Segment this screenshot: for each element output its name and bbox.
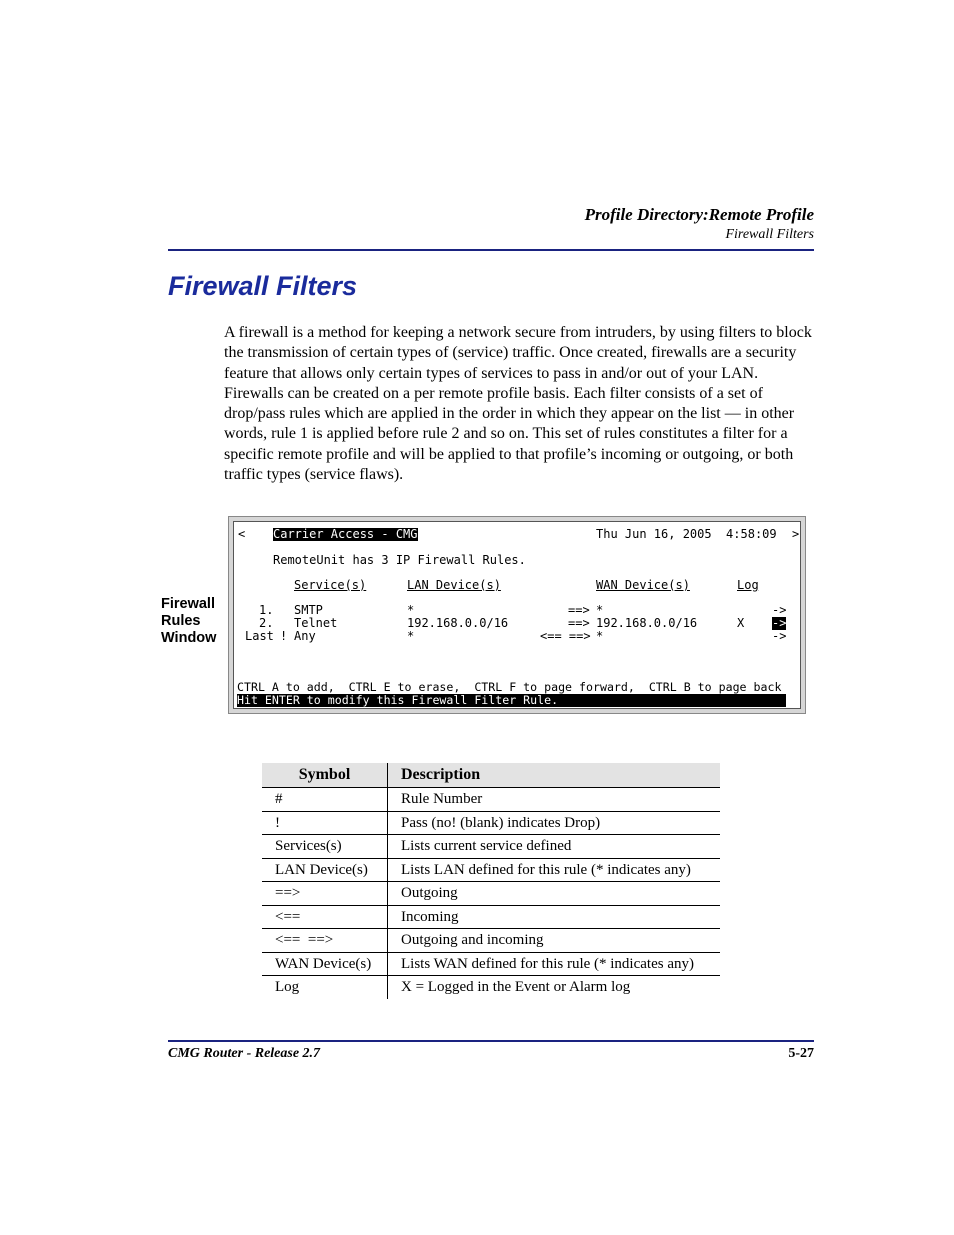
selected-row-arrow-icon[interactable]: ->	[772, 616, 787, 630]
rule-direction: <== ==>	[540, 629, 591, 643]
nav-back[interactable]: <	[238, 527, 246, 541]
rule-number[interactable]: Last	[245, 629, 274, 643]
rule-log: X	[737, 616, 745, 630]
running-head-subtitle: Firewall Filters	[725, 227, 814, 242]
app-title: Carrier Access - CMG	[273, 527, 418, 541]
symbol-cell: Log	[262, 976, 388, 999]
column-log: Log	[737, 578, 759, 592]
table-row	[262, 788, 720, 812]
rule-number[interactable]: 1.	[259, 603, 274, 617]
figure-caption: Firewall Rules Window	[161, 596, 217, 646]
rule-wan-device: 192.168.0.0/16	[596, 616, 698, 630]
column-wan-device: WAN Device(s)	[596, 578, 690, 592]
rule-lan-device: 192.168.0.0/16	[407, 616, 509, 630]
column-lan-device: LAN Device(s)	[407, 578, 501, 592]
description-cell: Lists WAN defined for this rule (* indicates any)	[388, 952, 721, 976]
rule-wan-device: *	[596, 603, 604, 617]
symbol-cell: Services(s)	[262, 835, 388, 859]
firewall-rules-window	[228, 516, 806, 714]
rule-direction: ==>	[568, 616, 590, 630]
table-row	[262, 882, 720, 906]
rule-service: SMTP	[294, 603, 323, 617]
footer-divider	[168, 1040, 814, 1042]
description-cell: Incoming	[388, 905, 721, 929]
table-row	[262, 858, 720, 882]
description-cell: Rule Number	[388, 788, 721, 812]
terminal-screen	[233, 521, 801, 709]
description-cell: Outgoing and incoming	[388, 929, 721, 953]
description-cell: Outgoing	[388, 882, 721, 906]
symbol-cell: LAN Device(s)	[262, 858, 388, 882]
symbol-cell: #	[262, 788, 388, 812]
rule-count-summary: RemoteUnit has 3 IP Firewall Rules.	[273, 553, 526, 567]
table-row	[262, 952, 720, 976]
datetime: Thu Jun 16, 2005 4:58:09	[596, 527, 777, 541]
table-header-row	[262, 763, 720, 788]
rule-direction: ==>	[568, 603, 590, 617]
row-arrow-icon: ->	[772, 629, 787, 643]
header-symbol: Symbol	[262, 763, 388, 788]
section-title: Firewall Filters	[168, 271, 358, 301]
table-row	[262, 905, 720, 929]
rule-number[interactable]: 2.	[259, 616, 274, 630]
description-cell: Lists LAN defined for this rule (* indicates any)	[388, 858, 721, 882]
table-row	[262, 811, 720, 835]
table-row	[262, 929, 720, 953]
description-cell: X = Logged in the Event or Alarm log	[401, 979, 631, 996]
footer-product: CMG Router - Release 2.7	[168, 1046, 321, 1061]
rule-wan-device: *	[596, 629, 604, 643]
status-line: Hit ENTER to modify this Firewall Filter Rule.	[237, 694, 786, 707]
symbol-cell: WAN Device(s)	[262, 952, 388, 976]
table-row	[262, 835, 720, 859]
rule-service: Any	[294, 629, 316, 643]
page-number: 5-27	[788, 1046, 814, 1061]
row-arrow-icon: ->	[772, 603, 787, 617]
description-cell: Lists current service defined	[388, 835, 721, 859]
rule-lan-device: *	[407, 603, 415, 617]
symbol-cell: ==>	[262, 882, 388, 906]
column-service: Service(s)	[294, 578, 367, 592]
running-head	[585, 204, 814, 244]
header-description: Description	[388, 763, 721, 788]
table-row	[262, 976, 720, 999]
description-cell: Pass (no! (blank) indicates Drop)	[388, 811, 721, 835]
help-line: CTRL A to add, CTRL E to erase, CTRL F to page forward, CTRL B to page back	[237, 680, 782, 694]
symbol-cell: <==	[262, 905, 388, 929]
rule-pass-flag: !	[280, 629, 288, 643]
symbol-cell: !	[262, 811, 388, 835]
rule-lan-device: *	[407, 629, 415, 643]
rule-service: Telnet	[294, 616, 338, 630]
symbol-table	[262, 763, 720, 999]
header-divider	[168, 249, 814, 251]
symbol-cell: <== ==>	[262, 929, 388, 953]
running-head-title: Profile Directory:Remote Profile	[584, 205, 814, 224]
body-paragraph: A firewall is a method for keeping a network secure from intruders, by using filters to block the transmission of certain types of (service) traffic. Once created, firewalls are a security feature that allows only certain types of services to pass in and/or out of your LAN. Firewalls can be created on a per remote profile basis. Each filter consists of a set of drop/pass rules which are applied in the order in which they appear on the list — in other words, rule 1 is applied before rule 2 and so on. This set of rules constitutes a filter for a specific remote profile and will be applied to that profile’s incoming or outgoing, or both traffic types (service flaws).	[224, 324, 812, 484]
nav-forward[interactable]: >	[792, 527, 800, 541]
